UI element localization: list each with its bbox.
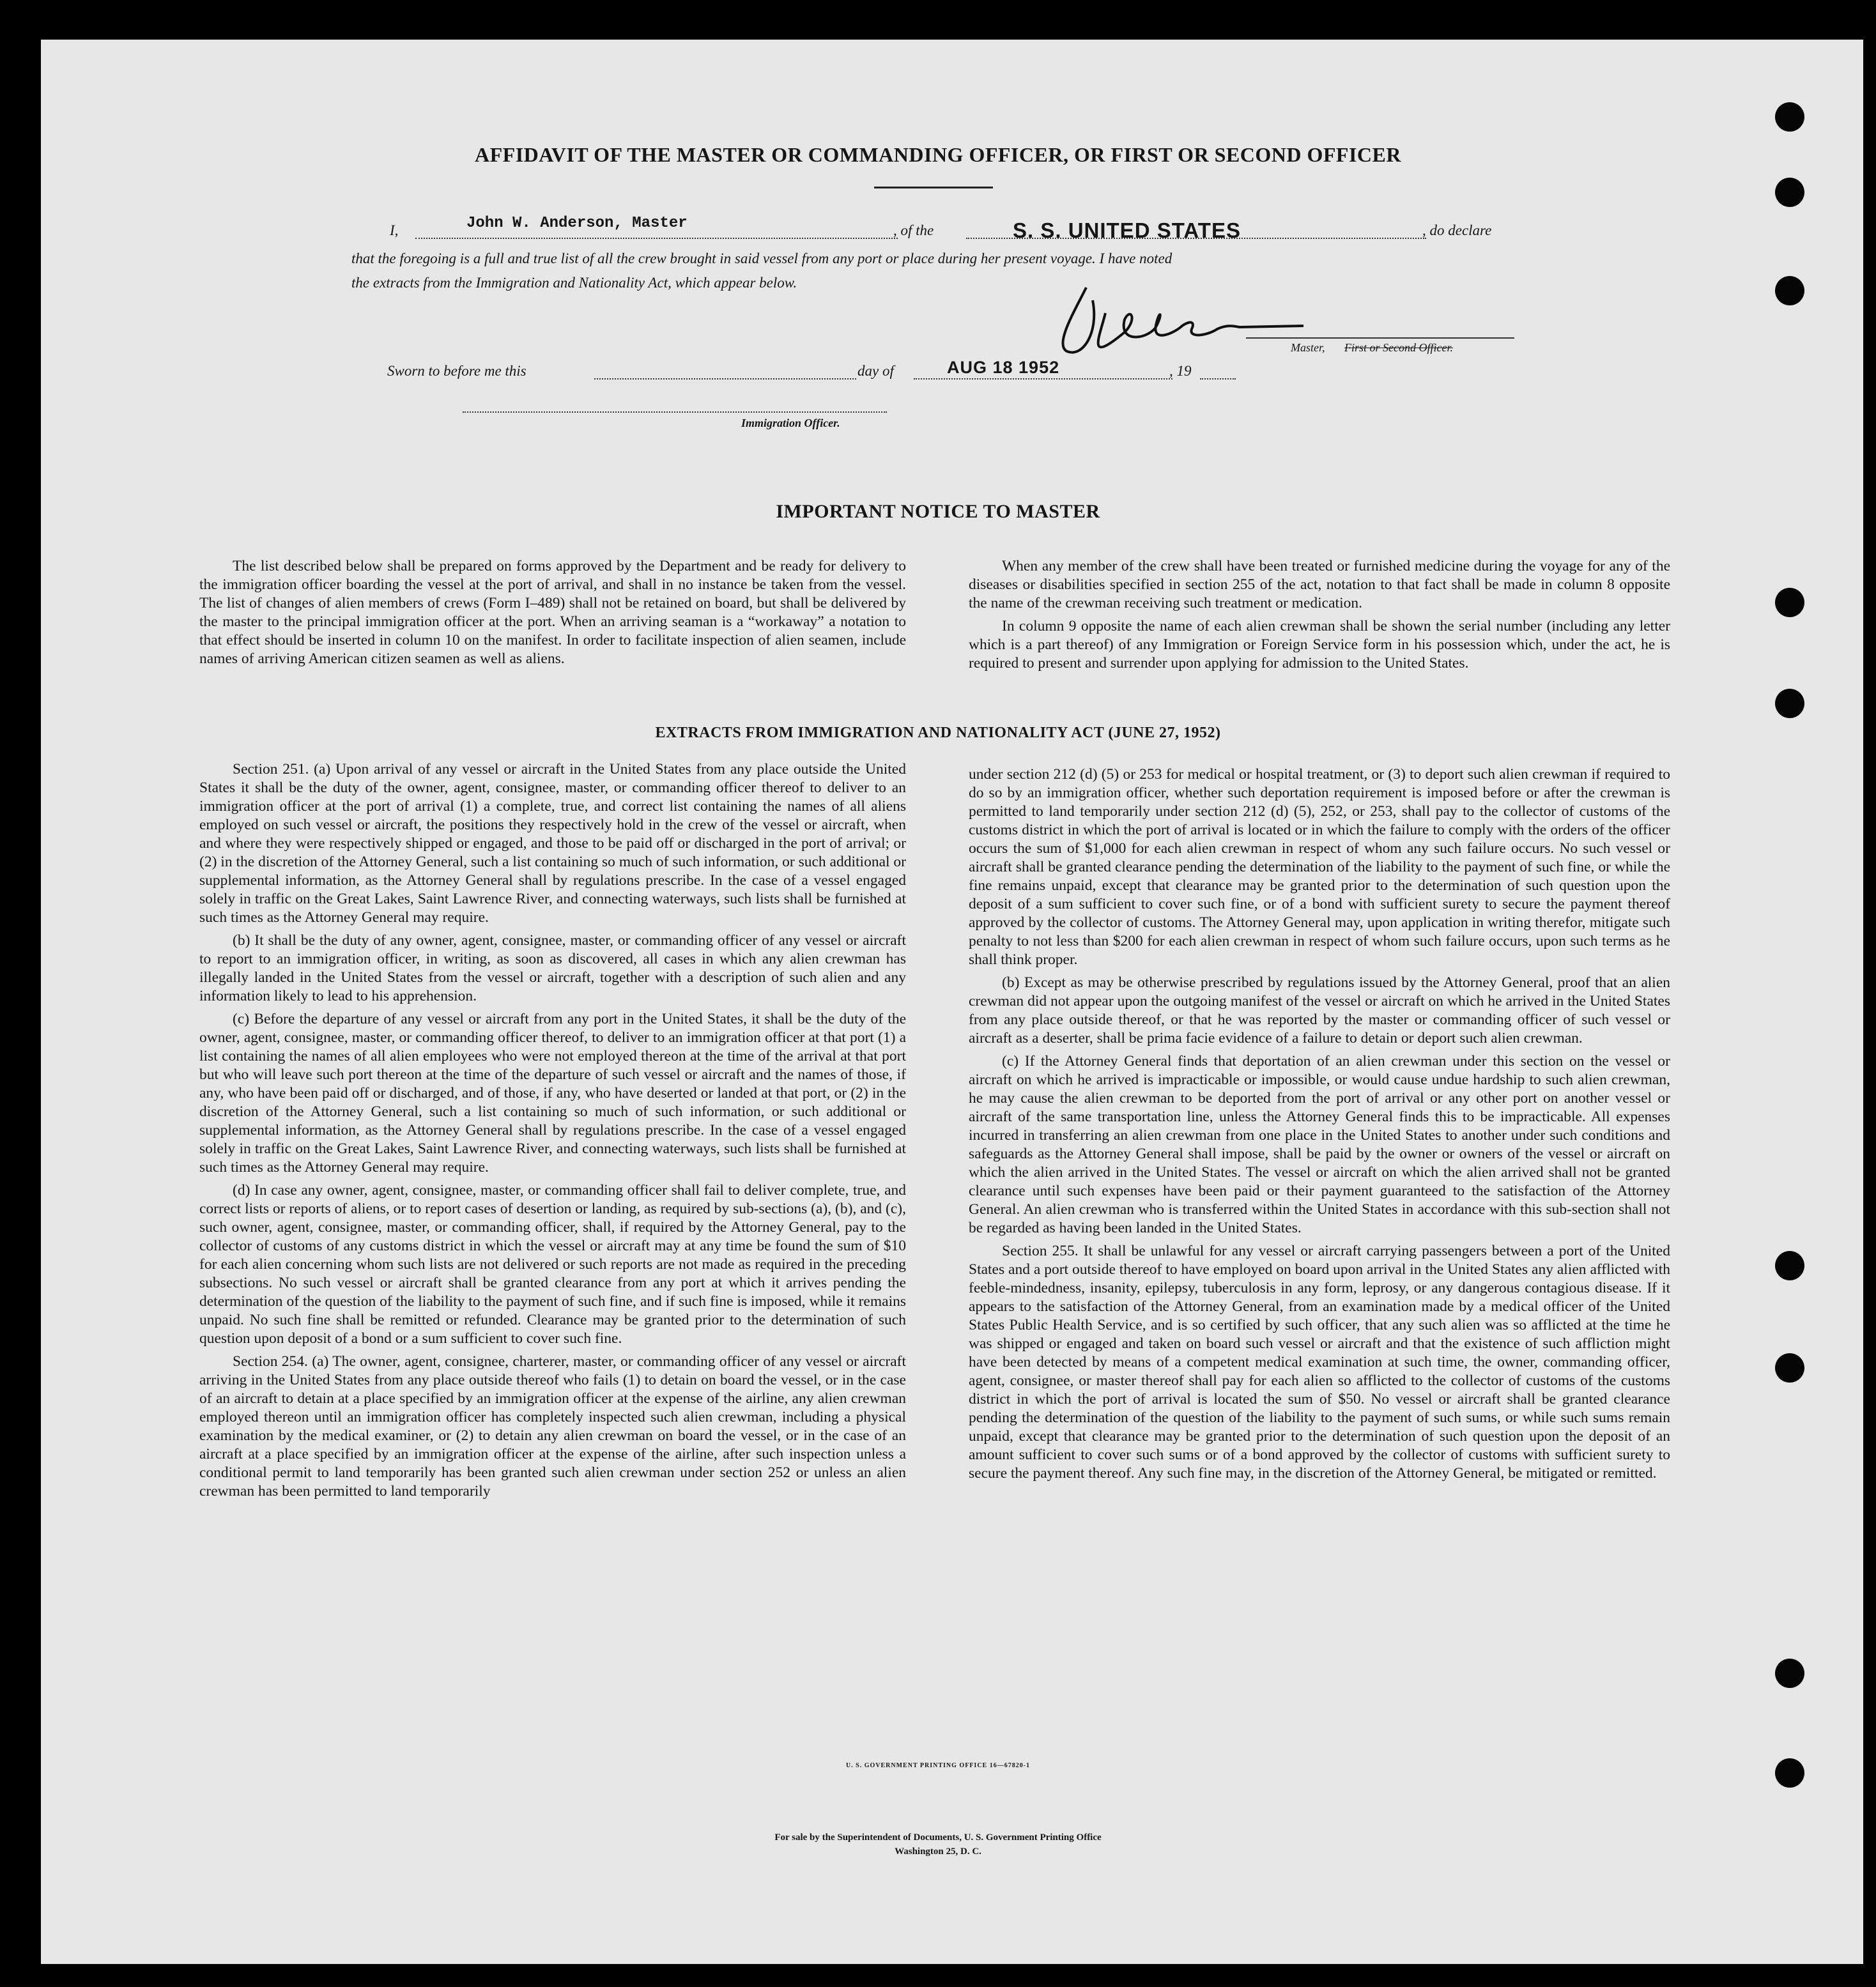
binder-hole <box>1775 588 1804 617</box>
extract-paragraph: Section 251. (a) Upon arrival of any vessel or aircraft in the United States from any place outside the United States it shall be the duty of the owner, agent, consignee, master, or commanding officer thereof to deliver to an immigration officer at the port of arrival (1) a complete, true, and correct list containing the names of all aliens employed on such vessel or aircraft, the positions they respectively hold in the crew of the vessel or aircraft, when and where they were respectively shipped or engaged, and those to be paid off or discharged in the port of arrival; or (2) in the discretion of the Attorney General, such a list containing so much of such information, or such additional or supplemental information, as the Attorney General shall by regulations prescribe. In the case of a vessel engaged solely in traffic on the Great Lakes, Saint Lawrence River, and connecting waterways, such lists shall be furnished at such times as the Attorney General may require. <box>199 761 906 926</box>
immigration-officer-label: Immigration Officer. <box>741 417 840 429</box>
extract-paragraph: Section 255. It shall be unlawful for any vessel or aircraft carrying passengers between a port of the United States and a port outside thereof to have employed on board upon arrival in the United States any alien afflicted with feeble-mindedness, insanity, epilepsy, tuberculosis in any form, leprosy, or any dangerous contagious disease. If it appears to the satisfaction of the Attorney General, from an examination made by a medical officer of the United States Public Health Service, and is so certified by such officer, that any such alien was so afflicted at the time he was shipped or engaged and taken on board such vessel or aircraft and that the existence of such affliction might have been detected by means of a competent medical examination at such time, the owner, commanding officer, agent, consignee, or master thereof shall pay for each alien so afflicted to the collector of customs of the customs district in which the port of arrival is located the sum of $50. No vessel or aircraft shall be granted clearance pending the determination of the question of the liability to the payment of such sums, or while such sums remain unpaid, except that clearance may be granted prior to the determination of such question upon the deposit of an amount sufficient to cover such sums or of a bond approved by the collector of customs with sufficient surety to secure the payment thereof. Any such fine may, in the discretion of the Attorney General, be mitigated or remitted. <box>969 1243 1670 1482</box>
sale-line-2: Washington 25, D. C. <box>895 1846 981 1857</box>
notice-left-column <box>199 557 906 673</box>
sale-line-1: For sale by the Superintendent of Documents, U. S. Government Printing Office <box>774 1832 1102 1843</box>
master-name-value: John W. Anderson, Master <box>466 215 688 232</box>
sworn-label: Sworn to before me this <box>387 363 527 379</box>
declaration-line-2: the extracts from the Immigration and Nationality Act, which appear below. <box>351 275 797 291</box>
extract-paragraph: under section 212 (d) (5) or 253 for medical or hospital treatment, or (3) to deport such alien crewman if required to do so by an immigration officer, whether such deportation requirement is imposed before or after the crewman is permitted to land temporarily under section 212 (d) (5), 252, or 253, shall pay to the collector of customs of the customs district in which the port of arrival is located or in which the failure to comply with the orders of the officer occurs the sum of $1,000 for each alien crewman in respect of whom any such failure occurs. No such vessel or aircraft shall be granted clearance pending the determination of the liability to the payment of such fine, or while the fine remains unpaid, except that clearance may be granted prior to the determination of such question upon the deposit of a sum sufficient to cover such fine, or of a bond with sufficient surety to secure the payment thereof approved by the collector of customs. The Attorney General may, upon application in writing therefor, mitigate such penalty to not less than $200 for each alien crewman in respect of whom such failure occurs, upon such terms as he shall think proper. <box>969 766 1670 968</box>
notice-paragraph: In column 9 opposite the name of each alien crewman shall be shown the serial number (including any letter which is a part thereof) of any Immigration or Foreign Service form in his possession which, under the act, he is required to present and surrender upon applying for admission to the United States. <box>969 618 1670 671</box>
do-declare-label: , do declare <box>1422 222 1492 238</box>
officer-line <box>463 411 887 413</box>
extracts-left-column <box>199 760 906 1505</box>
title-rule <box>874 187 993 188</box>
declaration-line-1: that the foregoing is a full and true list of all the crew brought in said vessel from any port or place during her present voyage. I have noted <box>351 250 1172 266</box>
date-stamp: AUG 18 1952 <box>947 358 1060 377</box>
notice-paragraph: The list described below shall be prepared on forms approved by the Department and be ready for delivery to the immigration officer boarding the vessel at the port of arrival, and shall in no instance be taken from the vessel. The list of changes of alien members of crews (Form I–489) shall not be retained on board, but shall be delivered by the master to the principal immigration officer at the port. When an arriving seaman is a “workaway” a notation to that effect should be inserted in column 10 on the manifest. In order to facilitate inspection of alien seamen, include names of arriving American citizen seamen as well as aliens. <box>199 558 906 667</box>
extract-paragraph: (c) If the Attorney General finds that deportation of an alien crewman under this section on the vessel or aircraft on which he arrived is impracticable or impossible, or would cause undue hardship to such alien crewman, he may cause the alien crewman to be deported from the port of arrival or any other port on another vessel or aircraft of the same transportation line, unless the Attorney General finds this to be impracticable. All expenses incurred in transferring an alien crewman from one place in the United States to another under such conditions and safeguards as the Attorney General shall impose, shall be paid by the owner or owners of the vessel or aircraft on which the alien arrived in the United States. The vessel or aircraft on which the alien arrived shall not be granted clearance until such expenses have been paid or their payment guaranteed to the satisfaction of the Attorney General. An alien crewman who is transferred within the United States in accordance with this sub-section shall not be regarded as having been landed in the United States. <box>969 1053 1670 1236</box>
extract-paragraph: (b) It shall be the duty of any owner, agent, consignee, master, or commanding officer of any vessel or aircraft to report to an immigration officer, in writing, as soon as discovered, all cases in which any alien crewman has illegally landed in the United States from the vessel or aircraft, together with a description of such alien and any information likely to lead to his apprehension. <box>199 932 906 1004</box>
notice-paragraph: When any member of the crew shall have been treated or furnished medicine during the voyage for any of the diseases or disabilities specified in section 255 of the act, notation to that fact shall be made in column 8 opposite the name of the crewman receiving such treatment or medication. <box>969 558 1670 611</box>
affidavit-title: AFFIDAVIT OF THE MASTER OR COMMANDING OFFICER, OR FIRST OR SECOND OFFICER <box>475 143 1401 166</box>
extracts-right-column <box>969 765 1670 1487</box>
binder-hole <box>1775 1659 1804 1688</box>
binder-hole <box>1775 1353 1804 1383</box>
extract-paragraph: (c) Before the departure of any vessel or aircraft from any port in the United States, it shall be the duty of the owner, agent, consignee, master, or commanding officer thereof, to deliver to an immigration officer at that port (1) a list containing the names of all alien employees who were not employed thereon at the time of the arrival at that port but who will leave such port thereon at the time of the departure of such vessel or aircraft and the names of those, if any, who have been paid off or discharged, and of those, if any, who have deserted or landed at that port, or (2) in the discretion of the Attorney General, such a list containing so much of such information, or such additional or supplemental information, as the Attorney General shall by regulations prescribe. In the case of a vessel engaged solely in traffic on the Great Lakes, Saint Lawrence River, and connecting waterways, such lists shall be furnished at such times as the Attorney General may require. <box>199 1011 906 1176</box>
notice-right-column <box>969 557 1670 677</box>
extract-paragraph: (b) Except as may be otherwise prescribed by regulations issued by the Attorney General, proof that an alien crewman did not appear upon the outgoing manifest of the vessel or aircraft on which he arrived in the United States from any place outside thereof, or that he was reported by the master or commanding officer of such vessel or aircraft as a deserter, shall be prima facie evidence of a failure to detain or deport such alien crewman. <box>969 974 1670 1047</box>
gpo-imprint: U. S. GOVERNMENT PRINTING OFFICE 16—67820-1 <box>845 1762 1031 1769</box>
name-line <box>415 238 898 239</box>
extract-paragraph: (d) In case any owner, agent, consignee, master, or commanding officer shall fail to deliver complete, true, and correct lists or reports of aliens, or to report cases of desertion or landing, as required by sub-sections (a), (b), and (c), such owner, agent, consignee, master, or commanding officer, shall, if required by the Attorney General, pay to the collector of customs of any customs district in which the vessel or aircraft may at any time be found the sum of $10 for each alien concerning whom such lists are not delivered or such reports are not made as required in the preceding subsections. No such vessel or aircraft shall be granted clearance from any port at which it arrives pending the determination of the question of the liability to the payment of such fine, and if such fine is imposed, while it remains unpaid. No such fine shall be remitted or refunded. Clearance may be granted prior to the determination of such question upon deposit of a bond or a sum sufficient to cover such fine. <box>199 1182 906 1347</box>
struck-officer-label: First or Second Officer. <box>1344 341 1453 354</box>
master-label: Master, <box>1291 341 1325 354</box>
binder-hole <box>1775 102 1804 132</box>
vessel-name-stamp: S. S. UNITED STATES <box>1013 219 1241 242</box>
binder-hole <box>1775 689 1804 718</box>
binder-hole <box>1775 1251 1804 1280</box>
notice-title: IMPORTANT NOTICE TO MASTER <box>776 501 1100 522</box>
signature-graphic <box>1048 275 1342 377</box>
date-line <box>914 378 1172 380</box>
extracts-title: EXTRACTS FROM IMMIGRATION AND NATIONALITY ACT (JUNE 27, 1952) <box>655 725 1221 741</box>
binder-hole <box>1775 276 1804 305</box>
of-the-label: , of the <box>893 222 934 238</box>
signature-line <box>1246 337 1514 339</box>
binder-hole <box>1775 178 1804 207</box>
year-suffix: , 19 <box>1169 363 1192 379</box>
day-of-label: day of <box>857 363 894 379</box>
sworn-day-line <box>594 378 856 380</box>
extract-paragraph: Section 254. (a) The owner, agent, consignee, charterer, master, or commanding officer of any vessel or aircraft arriving in the United States from any place outside thereof who fails (1) to detain on board the vessel, or in the case of an aircraft to detain at a place specified by an immigration officer at the expense of the airline, any alien crewman employed thereon until an immigration officer has completely inspected such alien crewman, including a physical examination by the medical examiner, or (2) to detain any alien crewman on board the vessel, or in the case of an aircraft at a place specified by an immigration officer at the expense of the airline, after such inspection unless a conditional permit to land temporarily has been granted such alien crewman under section 252 or unless an alien crewman has been permitted to land temporarily <box>199 1353 906 1500</box>
i-label: I, <box>390 222 399 238</box>
year-line <box>1200 378 1236 380</box>
